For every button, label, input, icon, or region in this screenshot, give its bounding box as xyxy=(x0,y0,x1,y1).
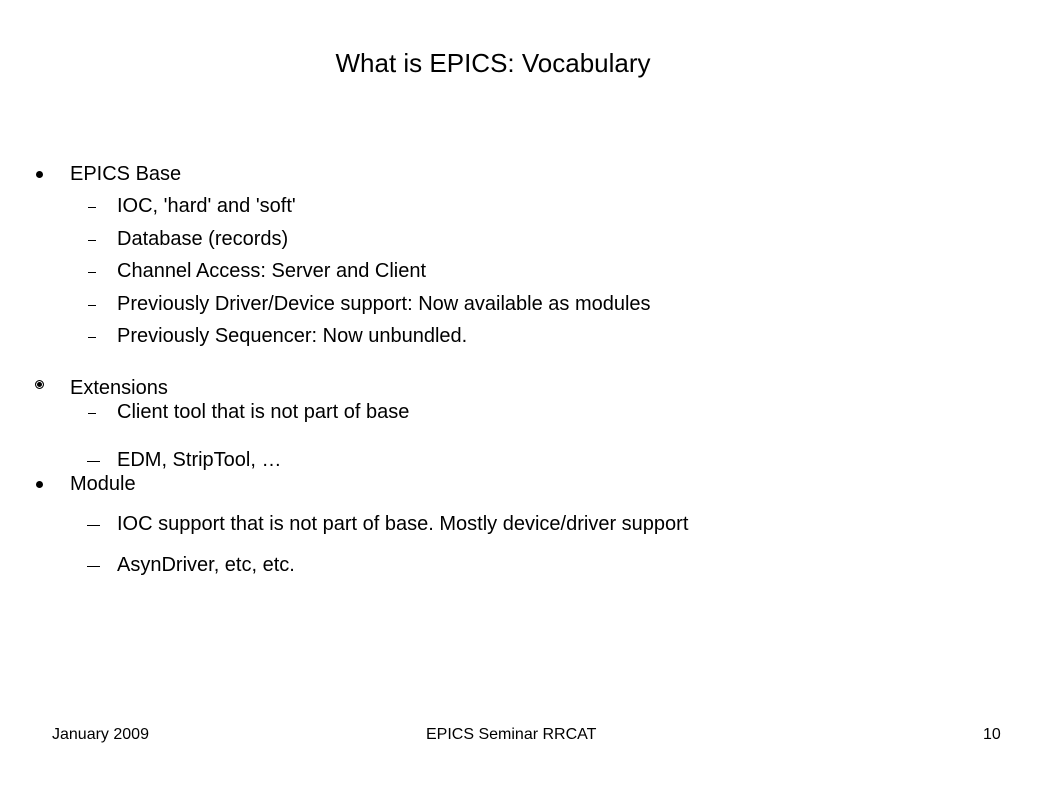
dash-icon xyxy=(88,413,96,414)
dash-icon xyxy=(87,525,100,526)
page-number: 10 xyxy=(983,726,1001,743)
dash-icon xyxy=(88,272,96,273)
list-item: Previously Driver/Device support: Now available as modules xyxy=(117,293,651,315)
list-item: EDM, StripTool, … xyxy=(117,449,282,471)
list-item: Client tool that is not part of base xyxy=(117,401,410,423)
dash-icon xyxy=(88,305,96,306)
bullet-ring-icon xyxy=(35,380,44,389)
dash-icon xyxy=(88,207,96,208)
footer-title: EPICS Seminar RRCAT xyxy=(426,726,597,743)
list-item: Channel Access: Server and Client xyxy=(117,260,427,282)
section-label-extensions: Extensions xyxy=(70,377,168,399)
footer-date: January 2009 xyxy=(52,726,149,743)
list-item: Database (records) xyxy=(117,228,289,250)
list-item: IOC support that is not part of base. Mostly device/driver support xyxy=(117,513,689,535)
dash-icon xyxy=(87,461,100,462)
bullet-dot-icon xyxy=(36,171,43,178)
section-label-module: Module xyxy=(70,473,136,495)
list-item: Previously Sequencer: Now unbundled. xyxy=(117,325,468,347)
section-label-epics-base: EPICS Base xyxy=(70,163,182,185)
list-item: IOC, 'hard' and 'soft' xyxy=(117,195,296,217)
slide-title: What is EPICS: Vocabulary xyxy=(335,48,651,78)
dash-icon xyxy=(88,240,96,241)
dash-icon xyxy=(87,566,100,567)
dash-icon xyxy=(88,337,96,338)
bullet-dot-icon xyxy=(36,481,43,488)
list-item: AsynDriver, etc, etc. xyxy=(117,554,295,576)
